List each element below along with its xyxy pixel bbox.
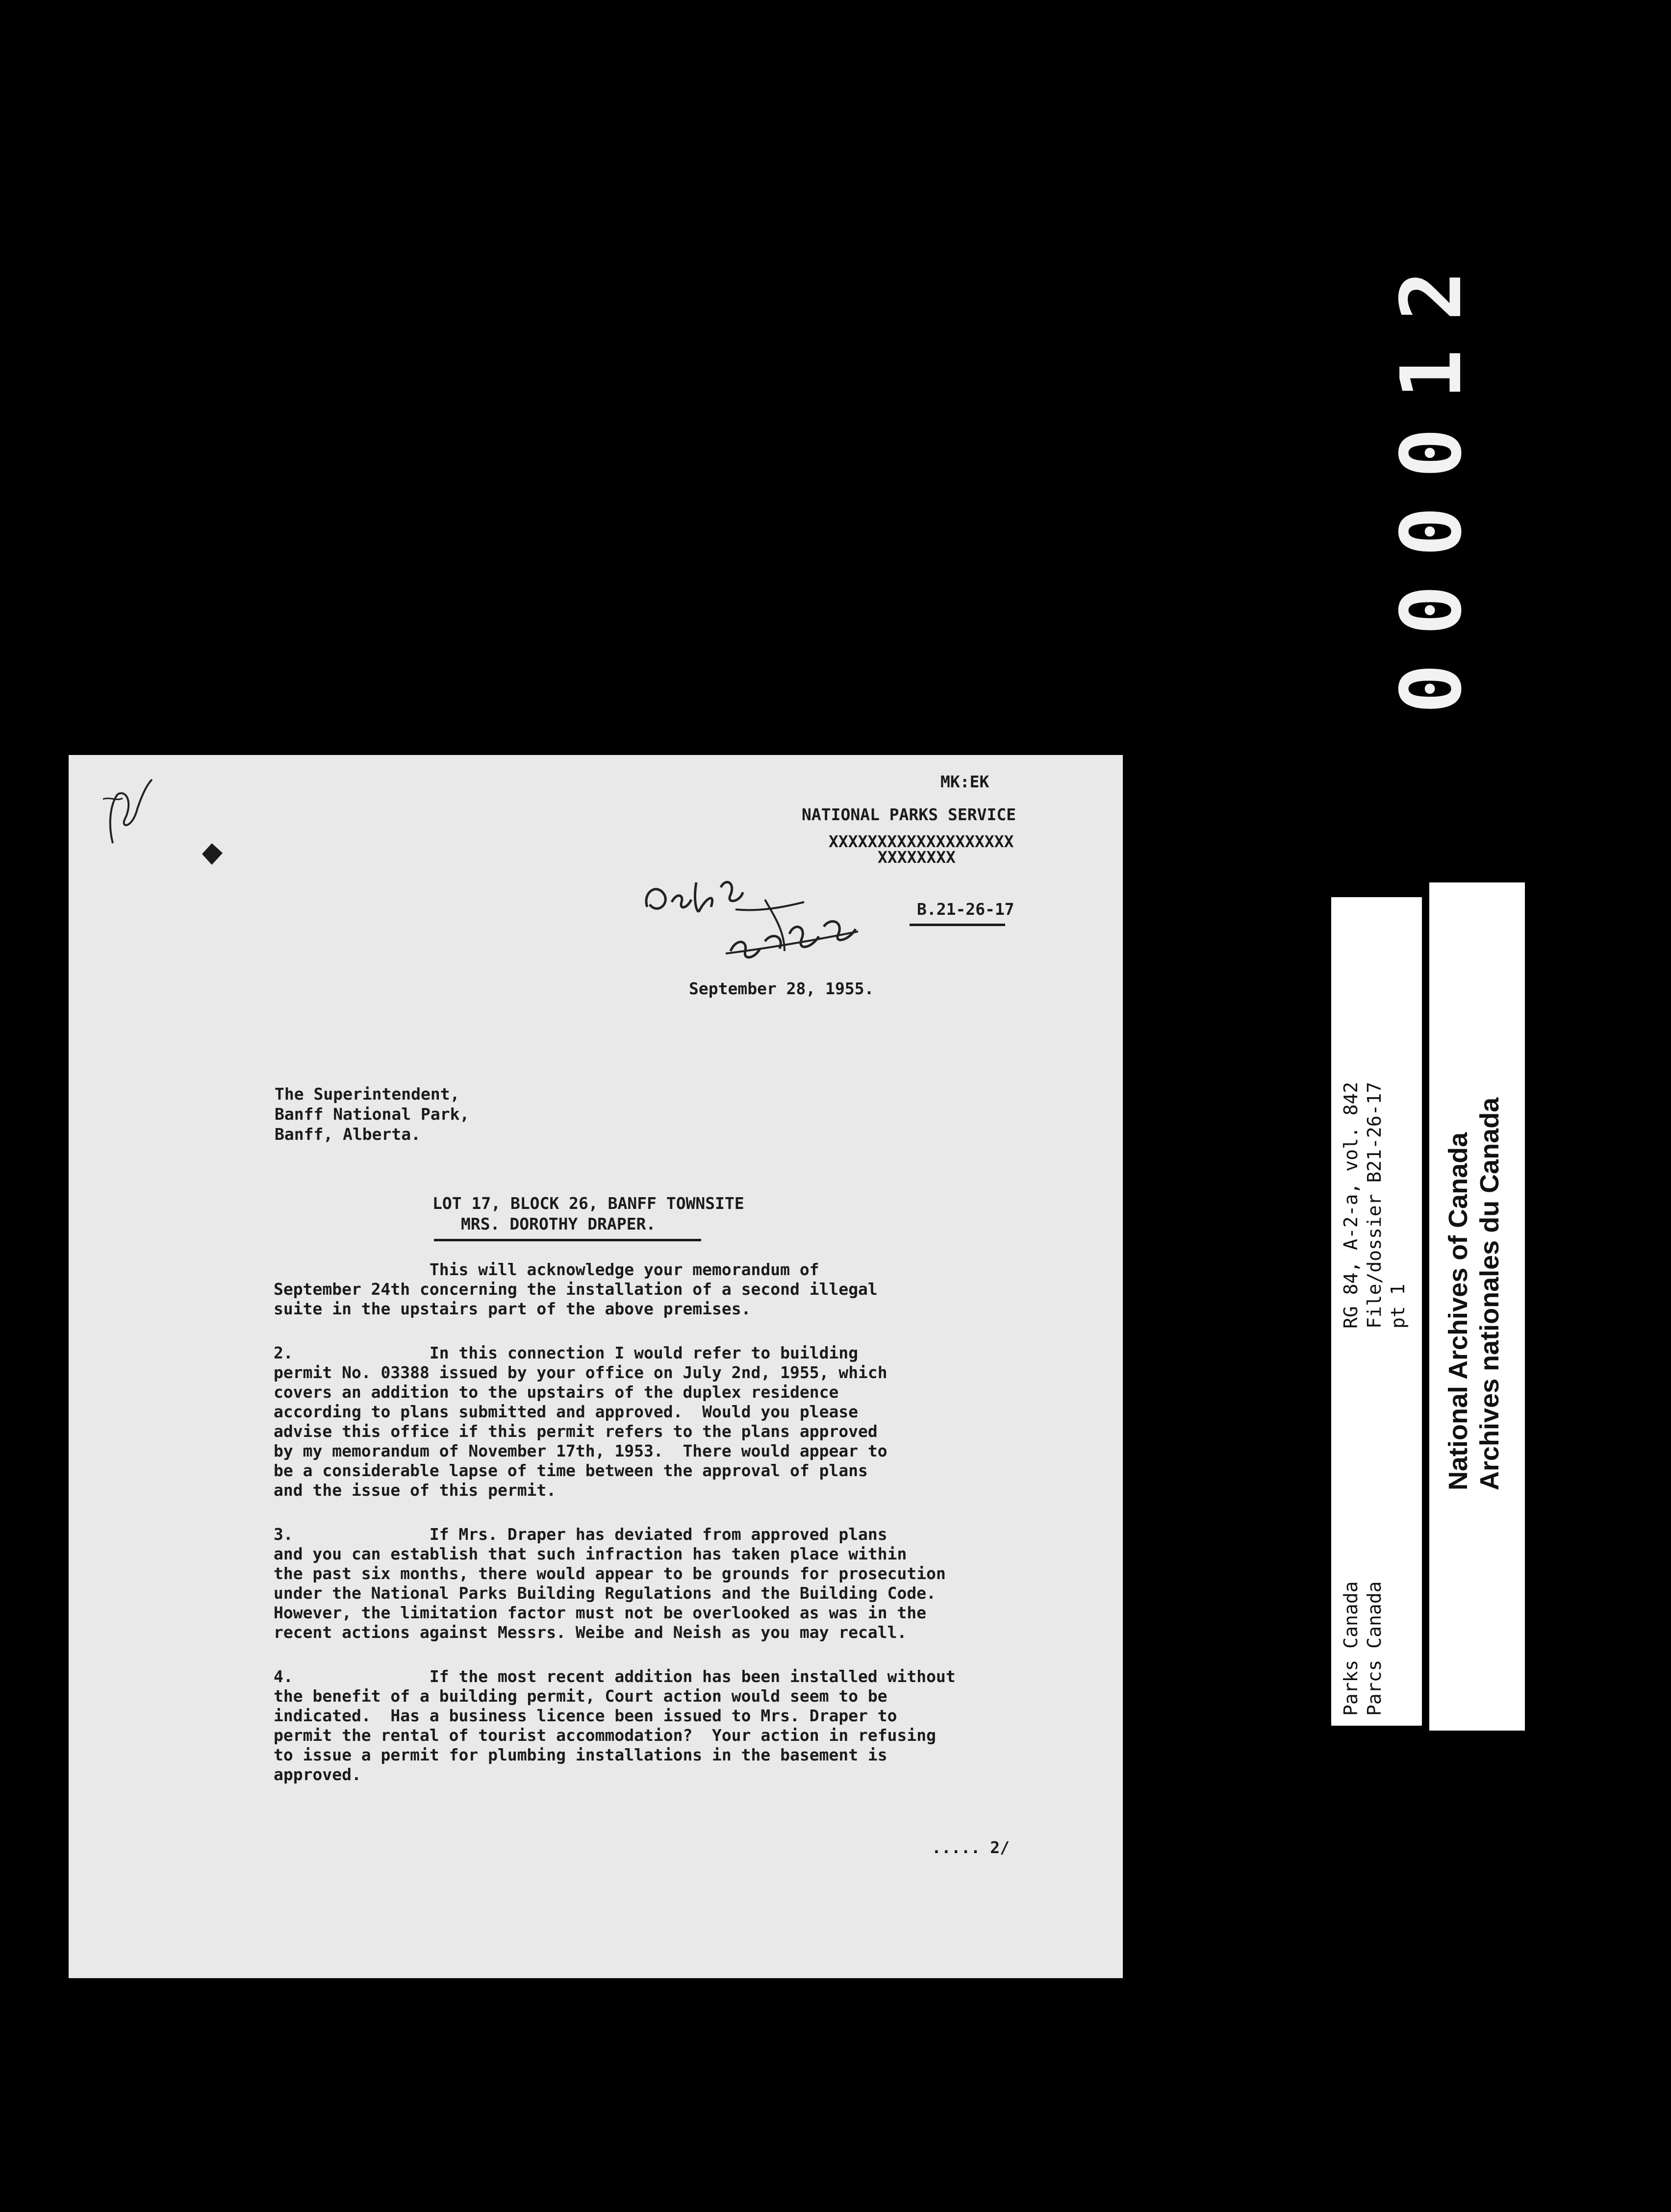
letter-date: September 28, 1955. (689, 979, 874, 998)
paragraph-line: and the issue of this permit. (274, 1481, 557, 1500)
paragraph-line: 4. If the most recent addition has been installed without (274, 1667, 956, 1686)
frame-number (1358, 196, 1505, 760)
paragraph-line: advise this office if this permit refers to the plans approved (274, 1422, 878, 1441)
struck-out-line: XXXXXXXXXXXXXXXXXXX (829, 832, 1014, 851)
paragraph-line: permit No. 03388 issued by your office on July 2nd, 1955, which (274, 1363, 887, 1382)
recipient-line: The Superintendent, (275, 1084, 460, 1104)
frame-number-digits: 000012 (1383, 242, 1480, 714)
continuation-marker: ..... 2/ (932, 1838, 1010, 1857)
paragraph-line: permit the rental of tourist accommodation? Your action in refusing (274, 1726, 937, 1745)
paragraph-line: 2. In this connection I would refer to building (274, 1343, 859, 1362)
department-heading: NATIONAL PARKS SERVICE (802, 805, 1016, 824)
paragraph-line: However, the limitation factor must not be overlooked as was in the (274, 1603, 927, 1622)
paragraph-line: and you can establish that such infraction has taken place within (274, 1544, 907, 1563)
archive-reference-label (1331, 897, 1422, 1726)
paragraph-line: covers an addition to the upstairs of the duplex residence (274, 1382, 839, 1402)
subject-line: MRS. DOROTHY DRAPER. (461, 1214, 656, 1233)
file-reference-underline (910, 924, 1005, 926)
national-archives-label (1429, 882, 1525, 1731)
paragraph-line: under the National Parks Building Regulations and the Building Code. (274, 1584, 937, 1603)
archive-org-line: Parcs Canada (1364, 1581, 1385, 1716)
paragraph-line: the benefit of a building permit, Court action would seem to be (274, 1686, 887, 1706)
paragraph-line: 3. If Mrs. Draper has deviated from approved plans (274, 1525, 887, 1544)
recipient-line: Banff National Park, (275, 1105, 470, 1124)
paragraph-line: This will acknowledge your memorandum of (274, 1260, 819, 1279)
paragraph-line: by my memorandum of November 17th, 1953. There would appear to (274, 1441, 887, 1460)
subject-line: LOT 17, BLOCK 26, BANFF TOWNSITE (432, 1194, 744, 1213)
typist-initials: MK:EK (940, 772, 989, 791)
paragraph-line: September 24th concerning the installation of a second illegal (274, 1280, 878, 1299)
handwritten-date-annotation (637, 853, 892, 971)
struck-out-line: XXXXXXXX (878, 848, 956, 867)
archive-org-line: Parks Canada (1340, 1581, 1362, 1716)
ink-blot (197, 839, 227, 869)
paragraph-line: indicated. Has a business licence been issued to Mrs. Draper to (274, 1706, 897, 1725)
file-reference: B.21-26-17 (917, 900, 1014, 919)
subject-underline (434, 1239, 701, 1241)
recipient-line: Banff, Alberta. (275, 1125, 421, 1144)
handwritten-initials-mark (98, 775, 157, 853)
archive-ref-line: pt 1 (1387, 1283, 1409, 1329)
paragraph-line: suite in the upstairs part of the above premises. (274, 1299, 751, 1318)
paragraph-line: recent actions against Messrs. Weibe and Neish as you may recall. (274, 1623, 907, 1642)
paragraph-line: to issue a permit for plumbing installations in the basement is (274, 1745, 887, 1764)
archive-ref-line: File/dossier B21-26-17 (1364, 1081, 1385, 1329)
paragraph-line: be a considerable lapse of time between the approval of plans (274, 1461, 868, 1480)
paragraph-line: according to plans submitted and approved. Would you please (274, 1402, 859, 1421)
letter-page (69, 755, 1123, 1978)
paragraph-line: the past six months, there would appear to be grounds for prosecution (274, 1564, 946, 1583)
archives-name-fr: Archives nationales du Canada (1475, 1097, 1504, 1490)
archive-ref-line: RG 84, A-2-a, vol. 842 (1340, 1081, 1362, 1329)
paragraph-line: approved. (274, 1765, 361, 1784)
archives-name-en: National Archives of Canada (1443, 1132, 1473, 1490)
